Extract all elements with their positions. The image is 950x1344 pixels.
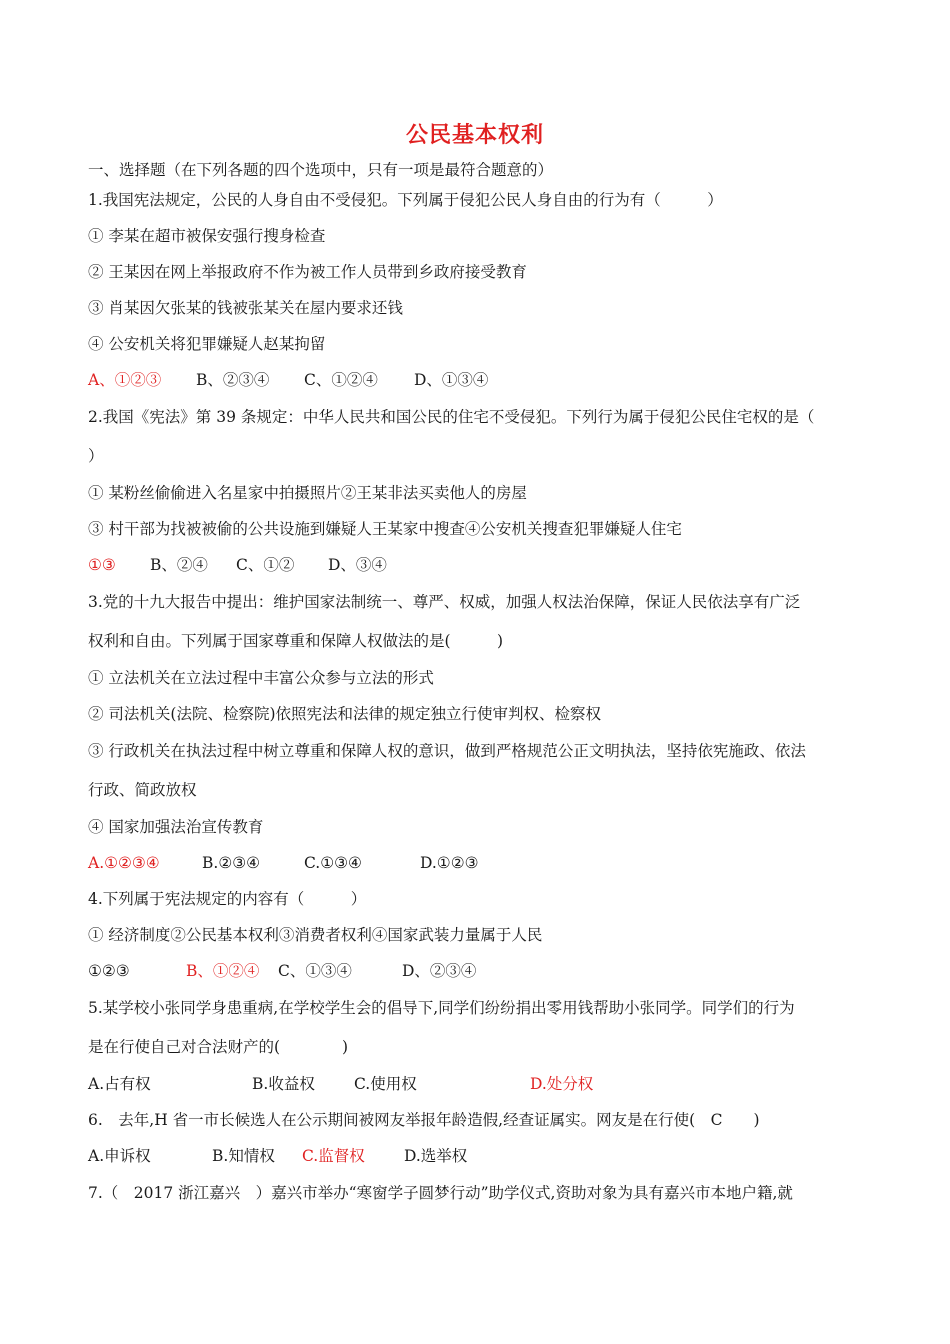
question-1-statement-1: ① 李某在超市被保安强行搜身检查 (88, 227, 326, 245)
q2-option-a-answer: ①③ (88, 556, 116, 574)
question-3-stem-line-2: 权利和自由。下列属于国家尊重和保障人权做法的是( ) (88, 632, 504, 650)
question-7-stem: 7.（ 2017 浙江嘉兴 ）嘉兴市举办“寒窗学子圆梦行动”助学仪式,资助对象为具有嘉兴市本地户籍,就 (88, 1184, 793, 1202)
question-3-statement-1: ① 立法机关在立法过程中丰富公众参与立法的形式 (88, 669, 434, 687)
question-3-stem-line-1: 3.党的十九大报告中提出：维护国家法制统一、尊严、权威，加强人权法治保障，保证人民依法享有广泛 (88, 593, 801, 611)
q1-option-a-answer: A、①②③ (88, 371, 162, 389)
question-2-statements-3-4: ③ 村干部为找被被偷的公共设施到嫌疑人王某家中搜查④公安机关搜查犯罪嫌疑人住宅 (88, 520, 682, 538)
question-2-stem-line-1: 2.我国《宪法》第 39 条规定：中华人民共和国公民的住宅不受侵犯。下列行为属于侵犯公民住宅权的是（ (88, 408, 815, 426)
question-3-options (88, 853, 479, 873)
question-3-statement-4: ④ 国家加强法治宣传教育 (88, 818, 264, 836)
question-4-statements: ① 经济制度②公民基本权利③消费者权利④国家武装力量属于人民 (88, 926, 543, 944)
q6-option-c-answer: C.监督权 (302, 1147, 365, 1165)
question-1-stem: 1.我国宪法规定，公民的人身自由不受侵犯。下列属于侵犯公民人身自由的行为有（ ） (88, 191, 723, 209)
q5-option-d-answer: D.处分权 (530, 1075, 594, 1093)
page-title: 公民基本权利 (405, 123, 544, 148)
question-4-options (88, 961, 476, 981)
question-2-options (88, 555, 387, 575)
question-1-statement-3: ③ 肖某因欠张某的钱被张某关在屋内要求还钱 (88, 299, 403, 317)
question-1-options (88, 370, 488, 390)
q1-option-c: C、①②④ (304, 371, 378, 389)
q2-option-c: C、①② (236, 556, 295, 574)
q4-option-c: C、①③④ (278, 962, 352, 980)
q4-option-d: D、②③④ (402, 962, 477, 980)
question-3-statement-3-line-1: ③ 行政机关在执法过程中树立尊重和保障人权的意识，做到严格规范公正文明执法，坚持依宪施政、依法 (88, 742, 806, 760)
question-4-stem: 4.下列属于宪法规定的内容有（ ） (88, 890, 367, 908)
question-5-options (88, 1074, 593, 1094)
q3-option-a-answer: A.①②③④ (88, 854, 160, 872)
question-5-stem-line-2: 是在行使自己对合法财产的( ) (88, 1038, 349, 1056)
q2-option-d: D、③④ (328, 556, 387, 574)
question-3-statement-3-line-2: 行政、简政放权 (88, 781, 197, 799)
question-1-statement-2: ② 王某因在网上举报政府不作为被工作人员带到乡政府接受教育 (88, 263, 527, 281)
q1-option-d: D、①③④ (414, 371, 489, 389)
question-6-options (88, 1146, 467, 1166)
q2-option-b: B、②④ (150, 556, 208, 574)
q1-option-b: B、②③④ (196, 371, 270, 389)
q4-option-a: ①②③ (88, 962, 130, 980)
question-3-statement-2: ② 司法机关(法院、检察院)依照宪法和法律的规定独立行使审判权、检察权 (88, 705, 602, 723)
question-2-statements-1-2: ① 某粉丝偷偷进入名星家中拍摄照片②王某非法买卖他人的房屋 (88, 484, 527, 502)
section-heading: 一、选择题（在下列各题的四个选项中，只有一项是最符合题意的） (88, 161, 554, 179)
question-5-stem-line-1: 5.某学校小张同学身患重病,在学校学生会的倡导下,同学们纷纷捐出零用钱帮助小张同学。同学们的行为 (88, 999, 795, 1017)
question-2-stem-line-2: ） (88, 447, 104, 465)
q6-option-a: A.申诉权 (88, 1147, 151, 1165)
q3-option-b: B.②③④ (202, 854, 261, 872)
q5-option-c: C.使用权 (354, 1075, 417, 1093)
q6-option-b: B.知情权 (212, 1147, 275, 1165)
question-1-statement-4: ④ 公安机关将犯罪嫌疑人赵某拘留 (88, 335, 326, 353)
q4-option-b-answer: B、①②④ (186, 962, 260, 980)
q6-option-d: D.选举权 (404, 1147, 468, 1165)
q3-option-d: D.①②③ (420, 854, 479, 872)
q5-option-b: B.收益权 (252, 1075, 315, 1093)
q5-option-a: A.占有权 (88, 1075, 151, 1093)
question-6-stem: 6. 去年,H 省一市长候选人在公示期间被网友举报年龄造假,经查证属实。网友是在行使( C ) (88, 1111, 760, 1129)
q3-option-c: C.①③④ (304, 854, 362, 872)
